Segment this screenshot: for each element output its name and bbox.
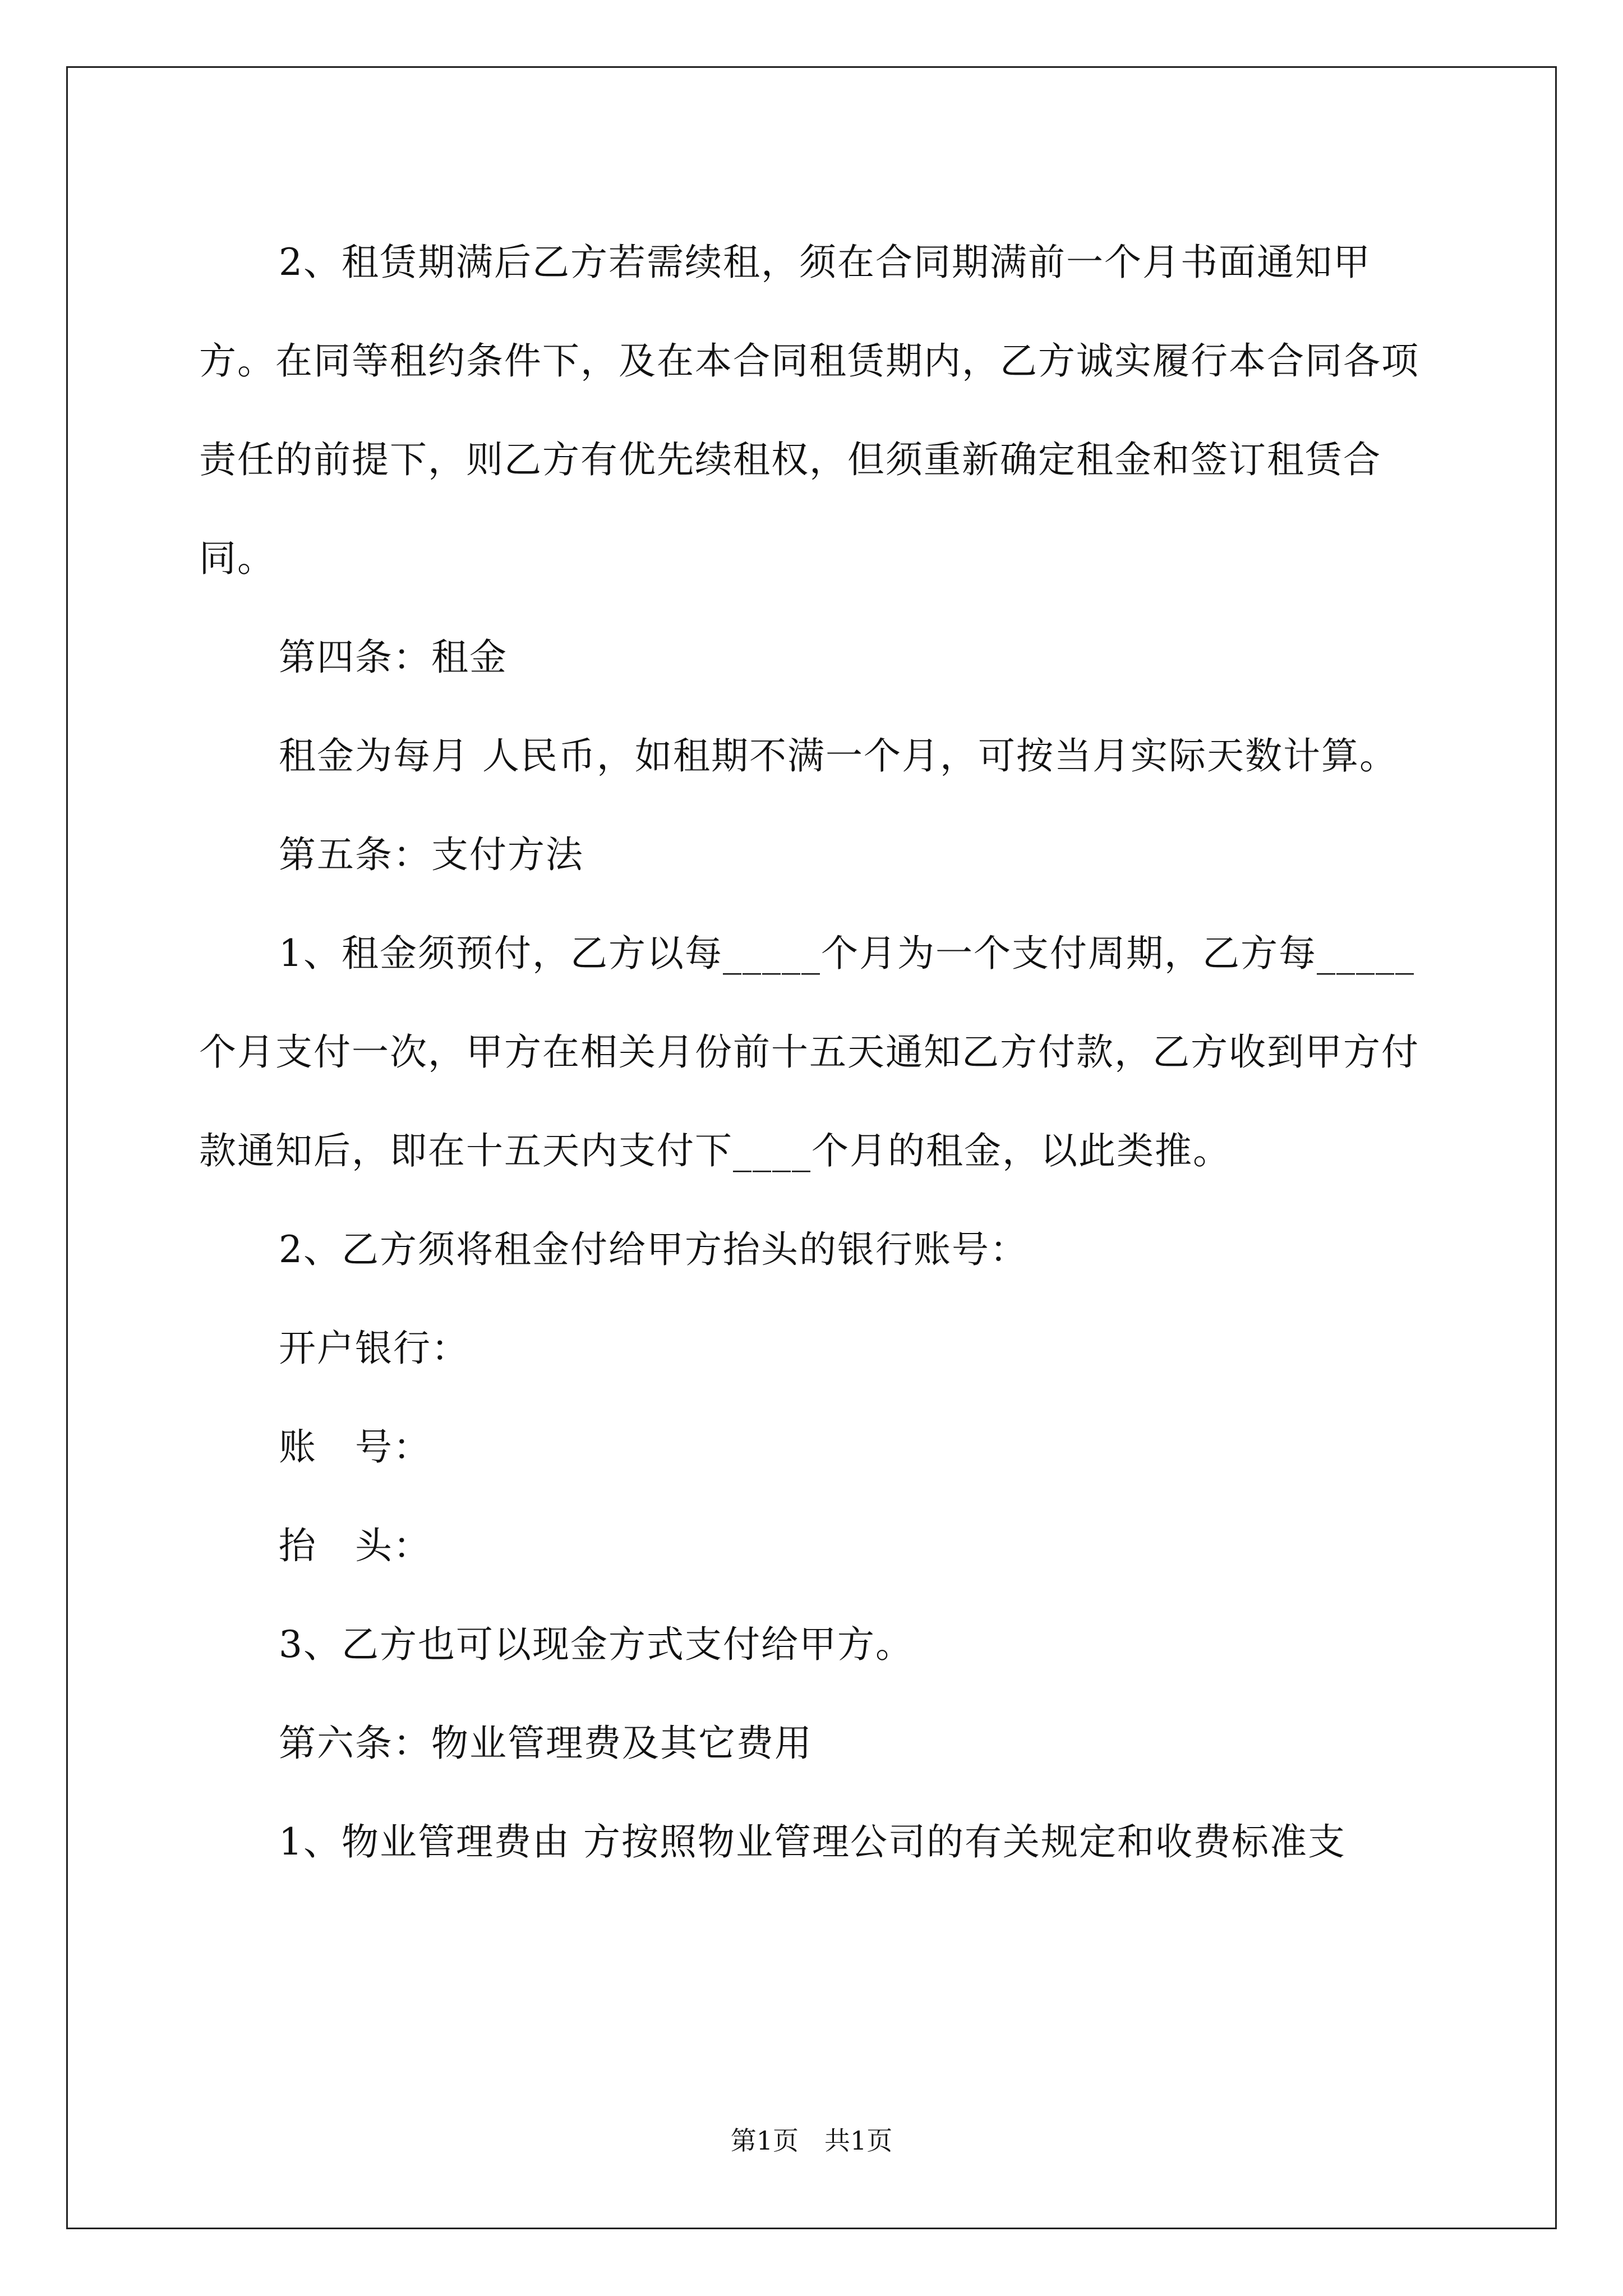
paragraph-rent-amount: 租金为每月 人民币，如租期不满一个月，可按当月实际天数计算。	[279, 734, 1398, 777]
section-heading-property-fees: 第六条：物业管理费及其它费用	[279, 1722, 813, 1765]
section-heading-rent: 第四条：租金	[279, 636, 508, 679]
field-account-number: 账 号：	[279, 1425, 431, 1469]
paragraph-bank-account: 2、乙方须将租金付给甲方抬头的银行账号：	[279, 1228, 1028, 1271]
paragraph-renewal: 2、租赁期满后乙方若需续租，须在合同期满前一个月书面通知甲方。在同等租约条件下，及在本合同租赁期内，乙方诚实履行本合同各项责任的前提下，则乙方有优先续租权，但须重新确定租金和签订租赁合同。	[199, 241, 1419, 580]
field-bank-name: 开户银行：	[279, 1327, 469, 1370]
paragraph-prepayment: 1、租金须预付，乙方以每_____个月为一个支付周期，乙方每_____个月支付一次，甲方在相关月份前十五天通知乙方付款，乙方收到甲方付款通知后，即在十五天内支付下____个月的租金，以此类推。	[199, 932, 1419, 1172]
page-number-footer: 第1页 共1页	[730, 2125, 893, 2156]
section-heading-payment-method: 第五条：支付方法	[279, 833, 584, 876]
field-account-holder: 抬 头：	[279, 1524, 431, 1567]
paragraph-cash-payment: 3、乙方也可以现金方式支付给甲方。	[279, 1623, 914, 1666]
document-body	[199, 213, 1427, 1892]
paragraph-property-management-fee: 1、物业管理费由 方按照物业管理公司的有关规定和收费标准支	[279, 1820, 1346, 1864]
